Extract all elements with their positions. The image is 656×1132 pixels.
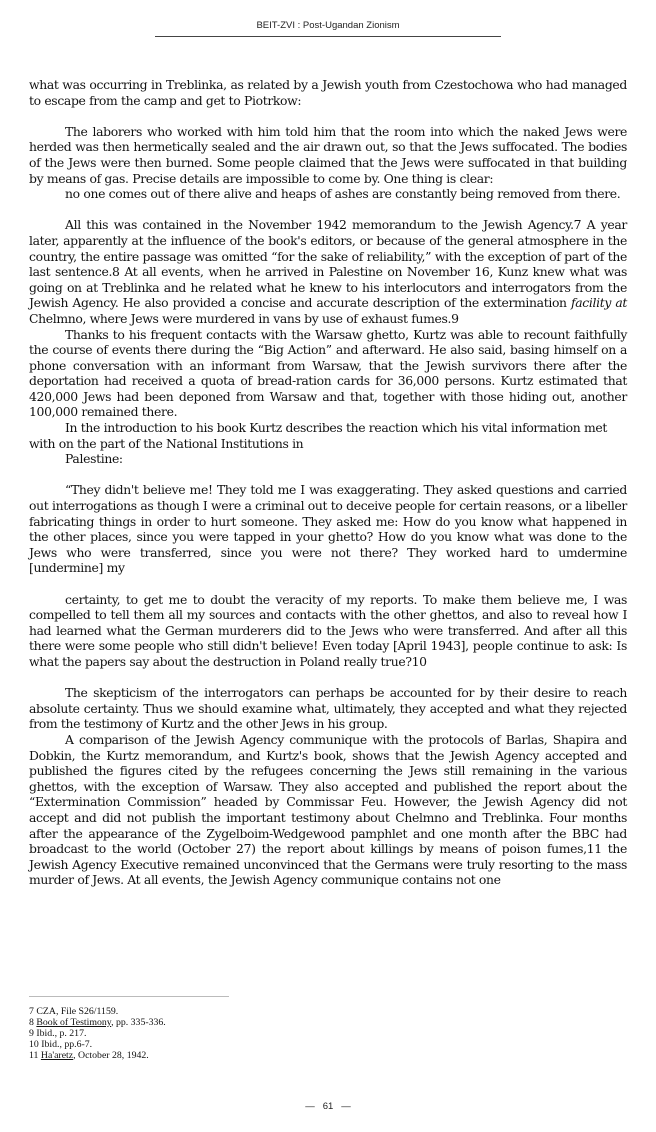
spacer (29, 576, 627, 592)
footnote (29, 1028, 166, 1039)
footnote-number: 10 (29, 1039, 39, 1050)
footnote-text: , October 28, 1942. (73, 1050, 149, 1061)
paragraph: In the introduction to his book Kurtz describes the reaction which his vital information met with on the part of the National Institutions in (29, 420, 608, 451)
footnote (29, 1017, 166, 1028)
footnote-text: Ibid., pp.6-7. (41, 1039, 93, 1050)
header-rule (155, 36, 501, 37)
spacer (29, 670, 627, 686)
footnote (29, 1039, 166, 1050)
paragraph-text: Chelmno, where Jews were murdered in vans by use of exhaust fumes.9 (29, 310, 459, 326)
paragraph: Thanks to his frequent contacts with the Warsaw ghetto, Kurtz was able to recount faithfully the course of events there during the “Big Action” and afterward. He also said, basing himself on a phone conversation with an informant from Warsaw, that the Jewish survivors there after the deportation had received a quota of bread-ration cards for 36,000 persons. Kurtz estimated that 420,000 Jews had been deponed from Warsaw and that, together with those hiding out, another 100,000 remained there. (29, 326, 627, 420)
block-quote-continued: certainty, to get me to doubt the veracity of my reports. To make them believe me, I was compelled to tell them all my sources and contacts with the other ghettos, and also to reveal how I had learned what the German murderers did to the Jews who were transferred. And after all this there were some people who still didn't believe! Even today [April 1943], people continue to ask: Is what the papers say about the destruction in Poland really true?10 (29, 591, 627, 669)
footnote-number: 11 (29, 1050, 39, 1061)
block-quote-continued: no one comes out of there alive and heaps of ashes are constantly being removed from there. (65, 186, 621, 202)
spacer (29, 108, 627, 124)
footnote-text: Ibid., p. 217. (36, 1028, 87, 1039)
footnote-number: 7 (29, 1006, 34, 1017)
footnote (29, 1050, 166, 1061)
spacer (29, 202, 627, 218)
footnote-rule (29, 996, 229, 997)
page-number: — 61 — (305, 1101, 351, 1112)
footnote (29, 1006, 166, 1017)
spacer (29, 467, 627, 483)
footnote-title: Ha'aretz (40, 1050, 74, 1061)
paragraph-text: All this was contained in the November 1942 memorandum to the Jewish Agency.7 A year later, apparently at the influence of the book's editors, or because of the general atmosphere in the country, the entire passage was omitted “for the sake of reliability,” with the exception of part of the last sentence.8 At all events, when he arrived in Palestine on November 16, Kunz knew what was going on at Treblinka and he related what he knew to his interlocutors and interrogators from the Jewish Agency. He also provided a concise and accurate description of the extermination (29, 217, 627, 311)
block-quote: “They didn't believe me! They told me I was exaggerating. They asked questions and carried out interrogations as though I were a criminal out to deceive people for certain reasons, or a libeller fabricating things in order to hurt someone. They asked me: How do you know what happened in the other places, since you were tapped in your ghetto? How do you know what was done to the Jews who were transferred, since you were not there? They worked hard to umdermine [undermine] my (29, 482, 627, 576)
footnote-text: CZA, File S26/1159. (36, 1006, 119, 1017)
running-header: BEIT-ZVI : Post-Ugandan Zionism (256, 20, 400, 31)
italic-text: facility at (571, 295, 627, 311)
paragraph: what was occurring in Treblinka, as related by a Jewish youth from Czestochowa who had managed to escape from the camp and get to Piotrkow: (29, 77, 627, 108)
footnote-text: , pp. 335-336. (111, 1017, 166, 1028)
footnote-title: Book of Testimony (36, 1017, 112, 1028)
paragraph-label: Palestine: (65, 451, 123, 467)
paragraph: The skepticism of the interrogators can perhaps be accounted for by their desire to reach absolute certainty. Thus we should examine what, ultimately, they accepted and what they rejected from the testimony of Kurtz and the other Jews in his group. (29, 685, 627, 732)
paragraph: A comparison of the Jewish Agency communique with the protocols of Barlas, Shapira and Dobkin, the Kurtz memorandum, and Kurtz's book, shows that the Jewish Agency accepted and published the figures cited by the refugees concerning the Jews still remaining in the various ghettos, with the exception of Warsaw. They also accepted and published the report about the “Extermination Commission” headed by Commissar Feu. However, the Jewish Agency did not accept and did not publish the important testimony about Chelmno and Treblinka. Four months after the appearance of the Zygelboim-Wedgewood pamphlet and one month after the BBC had broadcast to the world (October 27) the report about killings by means of poison fumes,11 the Jewish Agency Executive remained unconvinced that the Germans were truly resorting to the mass murder of Jews. At all events, the Jewish Agency communique contains not one (29, 731, 627, 888)
footnotes (29, 1006, 166, 1061)
footnote-number: 8 (29, 1017, 34, 1028)
body-text (29, 77, 627, 888)
block-quote: The laborers who worked with him told him that the room into which the naked Jews were herded was then hermetically sealed and the air drawn out, so that the Jews suffocated. The bodies of the Jews were then burned. Some people claimed that the Jews were suffocated in that building by means of gas. Precise details are impossible to come by. One thing is clear: (29, 123, 627, 186)
paragraph (29, 217, 627, 326)
footnote-number: 9 (29, 1028, 34, 1039)
